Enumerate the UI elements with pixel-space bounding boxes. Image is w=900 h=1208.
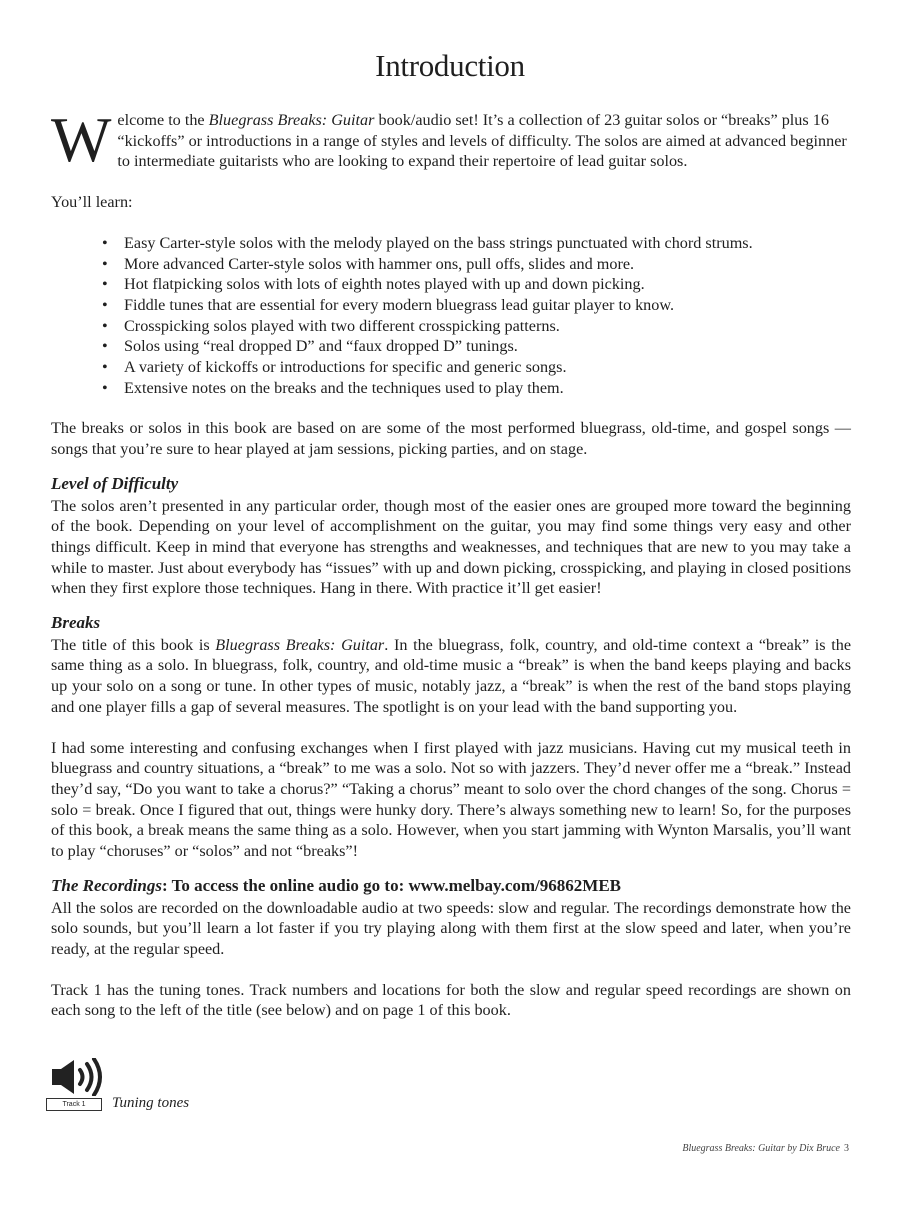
songs-paragraph: The breaks or solos in this book are based on are some of the most performed bluegrass, old-time, and gospel songs — songs that you’re sure to hear played at jam sessions, picking parties, and on stage. bbox=[51, 419, 851, 459]
list-item: • Fiddle tunes that are essential for every modern bluegrass lead guitar player to know. bbox=[102, 295, 675, 314]
difficulty-heading: Level of Difficulty bbox=[51, 473, 179, 493]
page-footer bbox=[682, 1143, 849, 1154]
bullet-icon: • bbox=[102, 295, 108, 314]
recordings-heading: The Recordings: To access the online audio go to: www.melbay.com/96862MEB bbox=[51, 875, 621, 895]
recordings-paragraph-1: All the solos are recorded on the downloadable audio at two speeds: slow and regular. The recordings demonstrate how the solo sounds, but you’ll learn a lot faster if you try playing along with them first at the slow speed and later, when you’re ready, at the regular speed. bbox=[51, 898, 851, 958]
list-item: • More advanced Carter-style solos with hammer ons, pull offs, slides and more. bbox=[102, 254, 635, 273]
body-content bbox=[51, 104, 852, 1021]
youll-learn-label: You’ll learn: bbox=[51, 193, 133, 212]
recordings-paragraph-2: Track 1 has the tuning tones. Track numbers and locations for both the slow and regular speed recordings are shown on each song to the left of the title (see below) and on page 1 of this book. bbox=[51, 980, 851, 1020]
page-number: 3 bbox=[844, 1143, 849, 1154]
bullet-icon: • bbox=[102, 378, 108, 397]
learn-list bbox=[102, 233, 851, 399]
track-marker bbox=[46, 1058, 246, 1118]
page-title: Introduction bbox=[375, 48, 525, 83]
bullet-icon: • bbox=[102, 254, 108, 273]
track-label: Tuning tones bbox=[112, 1095, 190, 1111]
list-item: • A variety of kickoffs or introductions for specific and generic songs. bbox=[102, 358, 567, 377]
difficulty-paragraph: The solos aren’t presented in any particular order, though most of the easier ones are grouped more toward the beginning of the book. Depending on your level of accomplishment on the guitar, you may find some things very easy and other things difficult. Keep in mind that everyone has strengths and weaknesses, and techniques that are new to you may take a while to master. Just about everybody has “issues” with up and down picking, crosspicking, and playing in closed positions when they first explore those techniques. Hang in there. With practice it’ll get easier! bbox=[51, 496, 851, 598]
list-item: • Hot flatpicking solos with lots of eighth notes played with up and down picking. bbox=[102, 275, 645, 294]
breaks-heading: Breaks bbox=[51, 613, 101, 633]
book-title-italic: Bluegrass Breaks: Guitar bbox=[208, 111, 375, 129]
intro-paragraph: W elcome to the Bluegrass Breaks: Guitar book/audio set! It’s a collection of 23 guitar solos or “breaks” plus 16 “kickoffs” or introductions in a range of styles and levels of difficulty. The solos are aimed at advanced beginner to intermediate guitarists who are looking to expand their repertoire of lead guitar solos. bbox=[51, 104, 847, 175]
list-item: • Crosspicking solos played with two different crosspicking patterns. bbox=[102, 316, 560, 335]
footer-text: Bluegrass Breaks: Guitar by Dix Bruce bbox=[682, 1143, 840, 1154]
audio-url-text: : To access the online audio go to: www.melbay.com/96862MEB bbox=[161, 875, 621, 895]
speaker-icon bbox=[50, 1058, 110, 1096]
track-number-box: Track 1 bbox=[46, 1098, 102, 1111]
breaks-paragraph-1: The title of this book is Bluegrass Breaks: Guitar. In the bluegrass, folk, country, and old-time context a “break” is the same thing as a solo. In bluegrass, folk, country, and old-time music a “break” is when the band keeps playing and backs up your solo on a song or tune. In other types of music, notably jazz, a “break” is when the rest of the band stops playing and one player fills a gap of several measures. The spotlight is on your lead with the band supporting you. bbox=[51, 635, 852, 716]
bullet-icon: • bbox=[102, 275, 108, 294]
list-item: • Solos using “real dropped D” and “faux dropped D” tunings. bbox=[102, 337, 518, 356]
bullet-icon: • bbox=[102, 233, 108, 252]
list-item: • Easy Carter-style solos with the melody played on the bass strings punctuated with chord strums. bbox=[102, 233, 753, 252]
drop-cap: W bbox=[51, 104, 112, 175]
bullet-icon: • bbox=[102, 316, 108, 335]
bullet-icon: • bbox=[102, 358, 108, 377]
book-title-italic: Bluegrass Breaks: Guitar bbox=[215, 635, 385, 654]
bullet-icon: • bbox=[102, 337, 108, 356]
breaks-paragraph-2: I had some interesting and confusing exchanges when I first played with jazz musicians. Having cut my musical teeth in bluegrass and country situations, a “break” to me was a solo. Not so with jazzers. They’d never offer me a “break.” Instead they’d say, “Do you want to take a chorus?” “Taking a chorus” meant to solo over the chord changes of the song. Chorus = solo = break. Once I figured that out, things were hunky dory. There’s always something new to learn! So, for the purposes of this book, a break means the same thing as a solo. However, when you start jamming with Wynton Marsalis, you’ll want to play “choruses” or “solos” and not “breaks”! bbox=[51, 738, 851, 861]
list-item: • Extensive notes on the breaks and the techniques used to play them. bbox=[102, 378, 564, 397]
